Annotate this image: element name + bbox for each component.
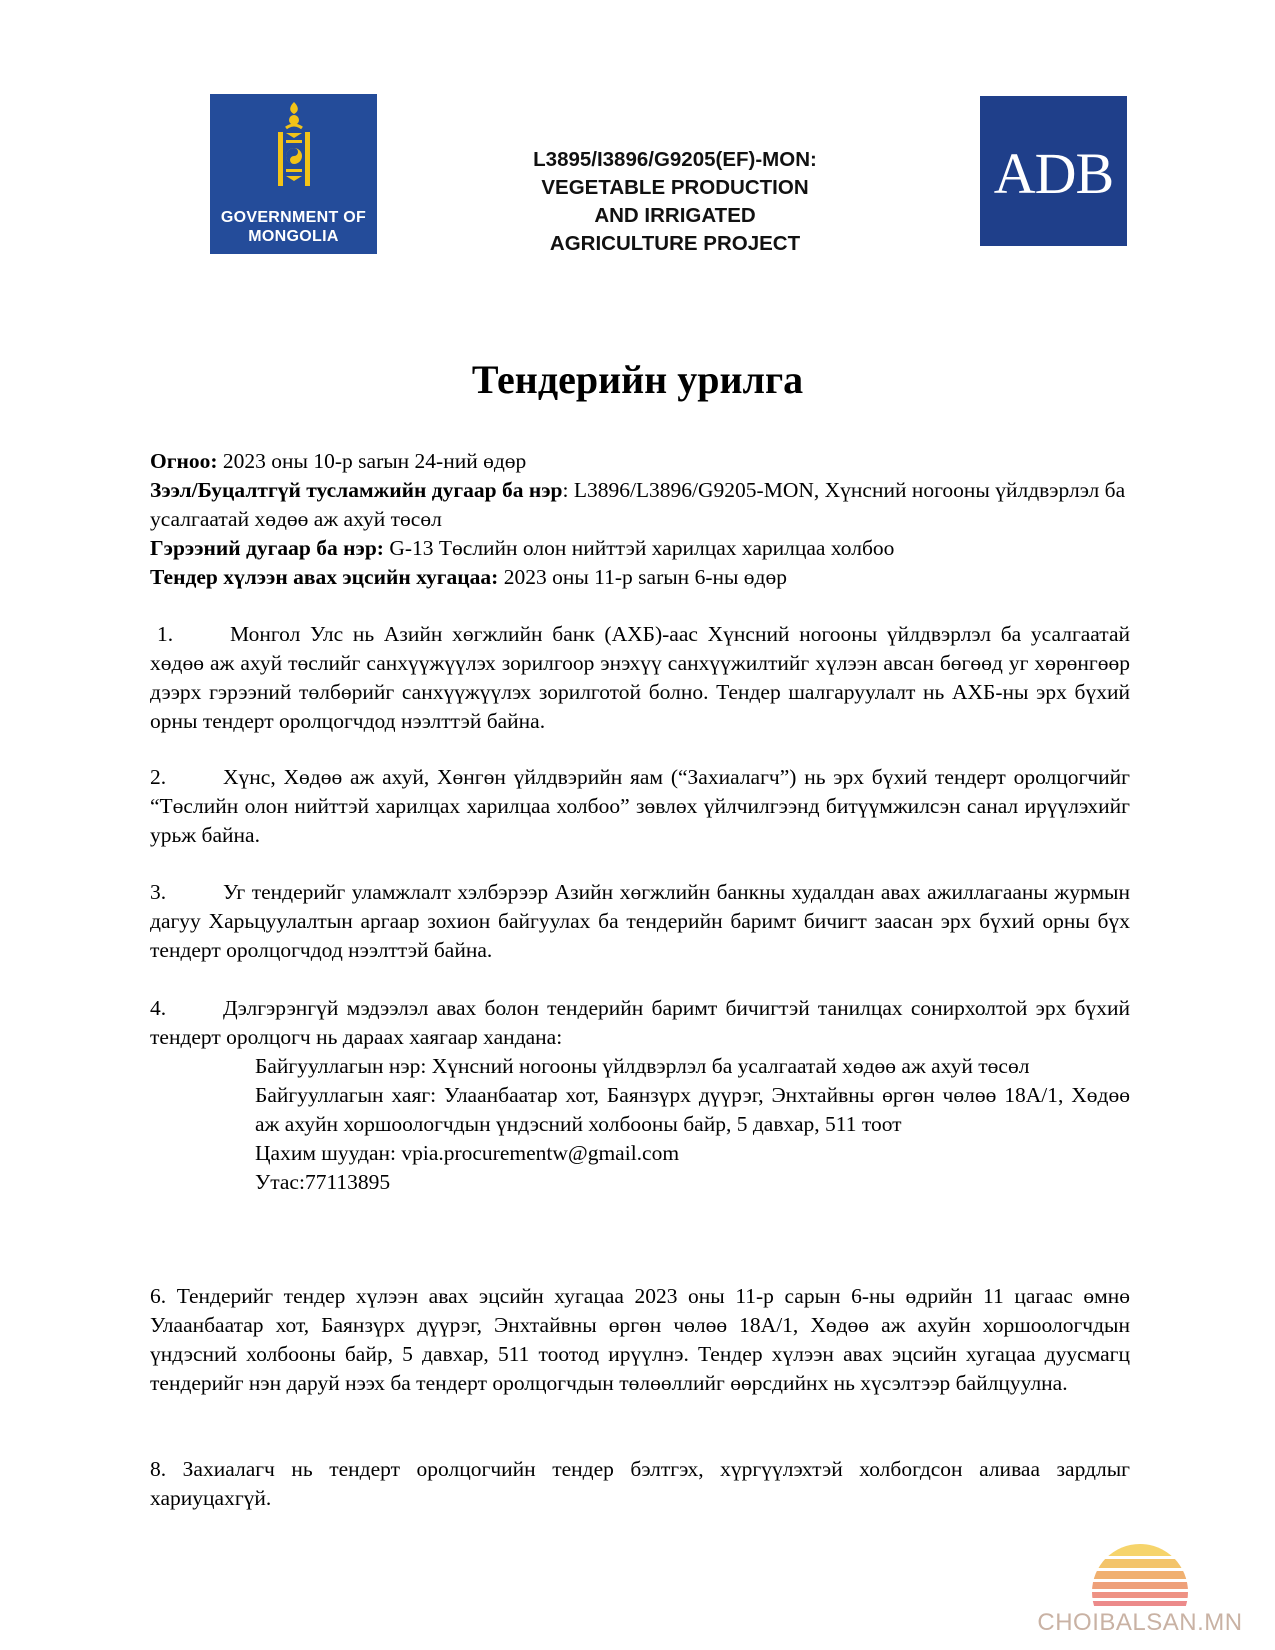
soyombo-emblem-icon — [274, 100, 314, 192]
paragraph-3 — [150, 878, 1130, 965]
paragraph-3-text: Уг тендерийг уламжлалт хэлбэрээр Азийн хөгжлийн банкны худалдан авах ажиллагааны журмын дагуу Харьцуулалтын аргаар зохион байгуулах ба тендерийн баримт бичигт заасан эрх бүхий орны бүх тендерт оролцогчдод нээлттэй байна. — [150, 880, 1130, 962]
project-title — [470, 146, 880, 258]
org-email: Цахим шуудан: vpia.procurementw@gmail.com — [255, 1141, 680, 1165]
adb-logo-text: ADB — [993, 141, 1114, 206]
tender-meta — [150, 447, 1130, 592]
meta-deadline — [150, 563, 1130, 592]
paragraph-4-number: 4. — [150, 996, 167, 1020]
meta-loan-value: : L3896/L3896/G9205-MON, Хүнсний ногооны үйлдвэрлэл ба усалгаатай хөдөө аж ахуй төсөл — [150, 478, 1126, 531]
paragraph-8-text: 8. Захиалагч нь тендерт оролцогчийн тендер бэлтгэх, хүргүүлэхтэй холбогдсон аливаа зардлыг хариуцахгүй. — [150, 1457, 1130, 1510]
paragraph-6-text: 6. Тендерийг тендер хүлээн авах эцсийн хугацаа 2023 оны 11-р сарын 6-ны өдрийн 11 цагаас өмнө Улаанбаатар хот, Баянзүрх дүүрэг, Энхтайвны өргөн чөлөө 18А/1, Хөдөө аж ахуйн хоршоологчдын үндэсний холбооны байр, 5 давхар, 511 тоотод ирүүлнэ. Тендер хүлээн авах эцсийн хугацаа дуусмагц тендерийг нэн даруй нээх ба тендерт оролцогчдын төлөөллийг өөрсдийнх нь хүсэлтээр байлцуулна. — [150, 1284, 1130, 1395]
paragraph-6 — [150, 1282, 1130, 1398]
document-title: Тендерийн урилга — [471, 357, 804, 402]
paragraph-2-text: Хүнс, Хөдөө аж ахуй, Хөнгөн үйлдвэрийн яам (“Захиалагч”) нь эрх бүхий тендерт оролцогчийг “Төслийн олон нийттэй харилцах харилцаа холбоо” зөвлөх үйлчилгээнд битүүмжилсэн санал ирүүлэхийг урьж байна. — [150, 765, 1130, 847]
meta-date-value: 2023 оны 10-р sarын 24-ний өдөр — [217, 449, 527, 473]
meta-contract-value: G-13 Төслийн олон нийттэй харилцах харилцаа холбоо — [383, 536, 895, 560]
org-name: Байгууллагын нэр: Хүнсний ногооны үйлдвэрлэл ба усалгаатай хөдөө аж ахуй төсөл — [255, 1054, 1030, 1078]
paragraph-1 — [150, 620, 1130, 736]
adb-logo — [980, 96, 1127, 246]
project-title-line-2: VEGETABLE PRODUCTION — [541, 176, 809, 199]
paragraph-2 — [150, 763, 1130, 850]
watermark-text: CHOIBALSAN.MN — [1037, 1609, 1243, 1636]
paragraph-2-number: 2. — [150, 765, 167, 789]
paragraph-4-text: Дэлгэрэнгүй мэдээлэл авах болон тендерийн баримт бичигтэй танилцах сонирхолтой эрх бүхий тендерт оролцогч нь дараах хаягаар хандана: — [150, 996, 1130, 1049]
site-watermark — [1035, 1530, 1245, 1642]
paragraph-1-text: Монгол Улс нь Азийн хөгжлийн банк (АХБ)-аас Хүнсний ногооны үйлдвэрлэл ба усалгаатай хөдөө аж ахуй төслийг санхүүжүүлэх зорилгоор энэхүү санхүүжилтийг хүлээн авсан бөгөөд уг хөрөнгөөр дээрх гэрээний төлбөрийг санхүүжүүлэх зорилготой болно. Тендер шалгаруулалт нь АХБ-ны эрх бүхий орны тендерт оролцогчдод нээлттэй байна. — [150, 622, 1130, 733]
paragraph-1-number: 1. — [157, 622, 174, 646]
paragraph-4 — [150, 994, 1130, 1197]
meta-contract-label: Гэрээний дугаар ба нэр: — [150, 536, 384, 560]
meta-date — [150, 447, 1130, 476]
meta-deadline-label: Тендер хүлээн авах эцсийн хугацаа: — [150, 565, 499, 589]
project-title-line-3: AND IRRIGATED — [594, 204, 756, 227]
meta-deadline-value: 2023 оны 11-р sarын 6-ны өдөр — [498, 565, 787, 589]
paragraph-8 — [150, 1455, 1130, 1513]
gov-logo-line-1: GOVERNMENT OF — [220, 209, 367, 226]
project-title-line-4: AGRICULTURE PROJECT — [549, 232, 801, 255]
meta-loan — [150, 476, 1130, 534]
project-title-line-1: L3895/I3896/G9205(EF)-MON: — [533, 148, 817, 171]
gov-logo-line-2: MONGOLIA — [248, 228, 339, 245]
org-address: Байгууллагын хаяг: Улаанбаатар хот, Баянзүрх дүүрэг, Энхтайвны өргөн чөлөө 18А/1, Хөдөө аж ахуйн хоршоологчдын үндэсний холбооны байр, 5 давхар, 511 тоот — [255, 1083, 1130, 1136]
meta-loan-label: Зээл/Буцалтгүй тусламжийн дугаар ба нэр — [150, 478, 563, 502]
contact-details — [255, 1052, 1130, 1197]
meta-date-label: Огноо: — [150, 449, 218, 473]
government-of-mongolia-logo — [210, 94, 377, 254]
org-phone: Утас:77113895 — [255, 1170, 391, 1194]
government-logo-text — [210, 208, 377, 246]
paragraph-3-number: 3. — [150, 880, 167, 904]
meta-contract — [150, 534, 1130, 563]
